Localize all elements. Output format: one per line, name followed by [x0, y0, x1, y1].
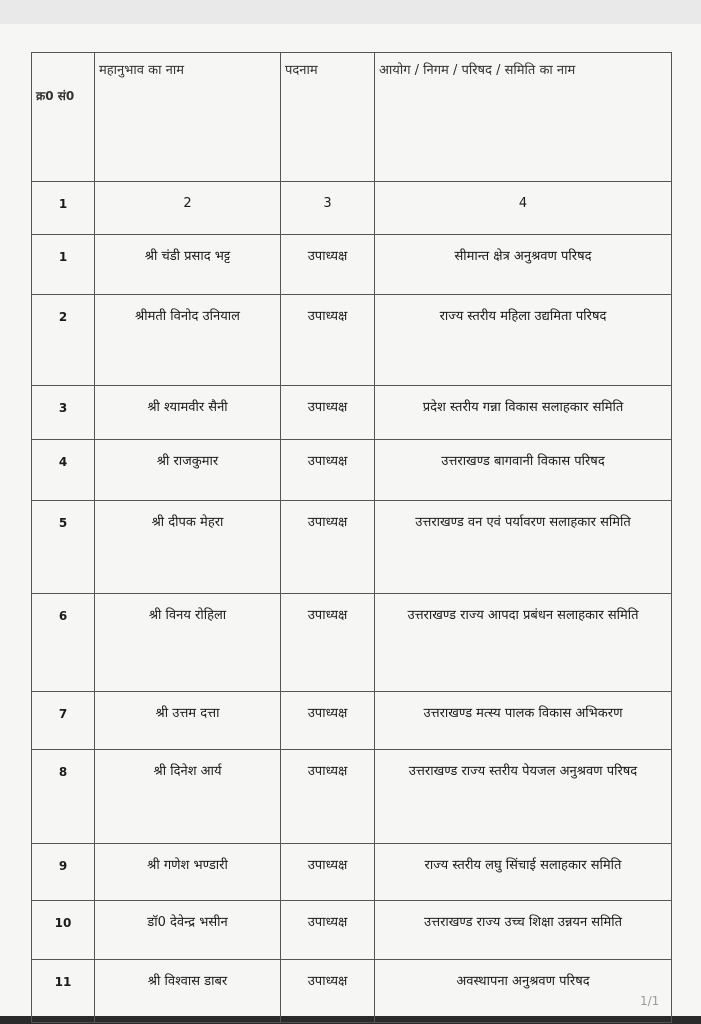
table-row	[32, 960, 672, 1023]
header-designation: पदनाम	[281, 53, 375, 182]
body-name: राज्य स्तरीय महिला उद्यमिता परिषद	[375, 295, 672, 386]
table-row	[32, 501, 672, 594]
body-name: उत्तराखण्ड वन एवं पर्यावरण सलाहकार समिति	[375, 501, 672, 594]
header-name: महानुभाव का नाम	[95, 53, 281, 182]
person-name: श्रीमती विनोद उनियाल	[95, 295, 281, 386]
person-name: श्री उत्तम दत्ता	[95, 692, 281, 750]
column-number: 4	[375, 182, 672, 235]
column-number: 3	[281, 182, 375, 235]
column-number: 1	[32, 182, 95, 235]
serial-number: 10	[32, 901, 95, 960]
header-serial: क्र0 सं0	[32, 53, 95, 182]
serial-number: 8	[32, 750, 95, 844]
person-name: श्री विश्वास डाबर	[95, 960, 281, 1023]
person-name: श्री चंडी प्रसाद भट्ट	[95, 235, 281, 295]
person-name: श्री दीपक मेहरा	[95, 501, 281, 594]
serial-number: 1	[32, 235, 95, 295]
body-name: उत्तराखण्ड राज्य आपदा प्रबंधन सलाहकार समिति	[375, 594, 672, 692]
table-row	[32, 844, 672, 901]
designation: उपाध्यक्ष	[281, 235, 375, 295]
serial-number: 7	[32, 692, 95, 750]
header-body-name: आयोग / निगम / परिषद / समिति का नाम	[375, 53, 672, 182]
column-number-row	[32, 182, 672, 235]
person-name: श्री दिनेश आर्य	[95, 750, 281, 844]
designation: उपाध्यक्ष	[281, 295, 375, 386]
person-name: श्री श्यामवीर सैनी	[95, 386, 281, 440]
serial-number: 3	[32, 386, 95, 440]
person-name: डॉ0 देवेन्द्र भसीन	[95, 901, 281, 960]
serial-number: 11	[32, 960, 95, 1023]
table-row	[32, 386, 672, 440]
table-row	[32, 440, 672, 501]
serial-number: 6	[32, 594, 95, 692]
table-row	[32, 594, 672, 692]
serial-number: 5	[32, 501, 95, 594]
table-row	[32, 295, 672, 386]
table-row	[32, 692, 672, 750]
serial-number: 9	[32, 844, 95, 901]
designation: उपाध्यक्ष	[281, 692, 375, 750]
body-name: उत्तराखण्ड राज्य उच्च शिक्षा उन्नयन समिति	[375, 901, 672, 960]
person-name: श्री विनय रोहिला	[95, 594, 281, 692]
person-name: श्री राजकुमार	[95, 440, 281, 501]
body-name: उत्तराखण्ड राज्य स्तरीय पेयजल अनुश्रवण परिषद	[375, 750, 672, 844]
top-border	[0, 0, 701, 24]
body-name: सीमान्त क्षेत्र अनुश्रवण परिषद	[375, 235, 672, 295]
person-name: श्री गणेश भण्डारी	[95, 844, 281, 901]
body-name: प्रदेश स्तरीय गन्ना विकास सलाहकार समिति	[375, 386, 672, 440]
table-row	[32, 750, 672, 844]
designation: उपाध्यक्ष	[281, 594, 375, 692]
designation: उपाध्यक्ष	[281, 750, 375, 844]
designation: उपाध्यक्ष	[281, 960, 375, 1023]
designation: उपाध्यक्ष	[281, 386, 375, 440]
page-number: 1/1	[640, 994, 660, 1008]
column-number: 2	[95, 182, 281, 235]
serial-number: 4	[32, 440, 95, 501]
body-name: उत्तराखण्ड मत्स्य पालक विकास अभिकरण	[375, 692, 672, 750]
table-header-row	[32, 53, 672, 182]
body-name: अवस्थापना अनुश्रवण परिषद	[375, 960, 672, 1023]
designation: उपाध्यक्ष	[281, 901, 375, 960]
appointments-table	[31, 52, 672, 1023]
table-row	[32, 235, 672, 295]
table-row	[32, 901, 672, 960]
body-name: राज्य स्तरीय लघु सिंचाई सलाहकार समिति	[375, 844, 672, 901]
designation: उपाध्यक्ष	[281, 844, 375, 901]
designation: उपाध्यक्ष	[281, 501, 375, 594]
serial-number: 2	[32, 295, 95, 386]
designation: उपाध्यक्ष	[281, 440, 375, 501]
body-name: उत्तराखण्ड बागवानी विकास परिषद	[375, 440, 672, 501]
